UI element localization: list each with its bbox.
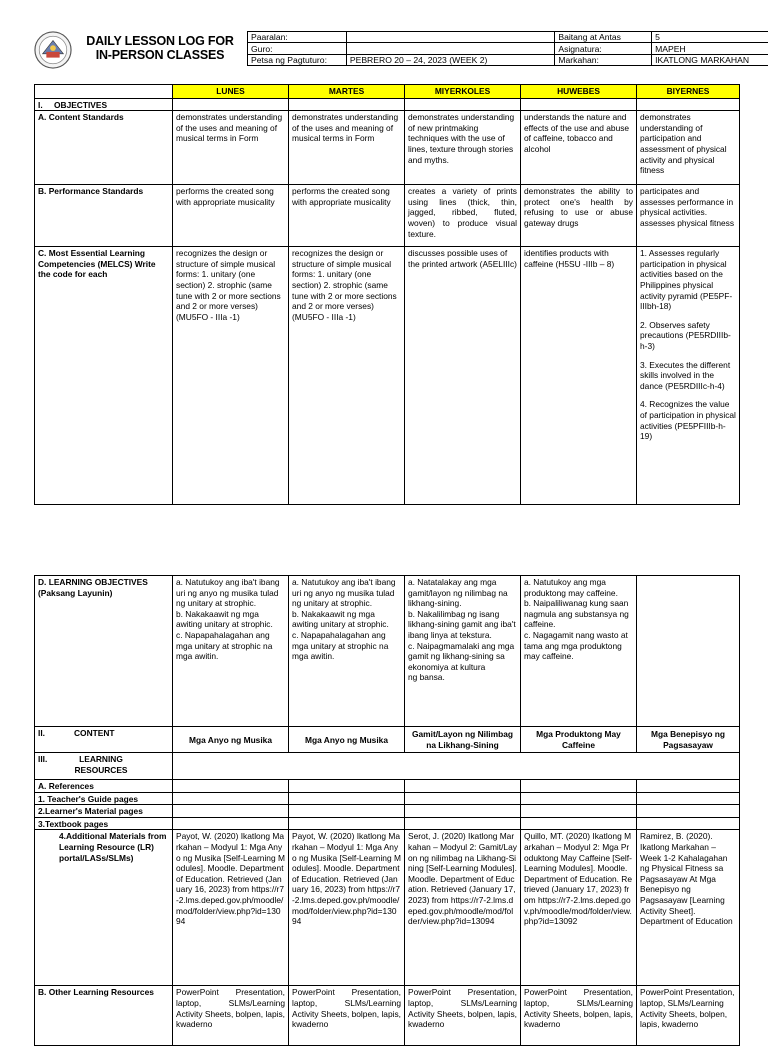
markahan-value: IKATLONG MARKAHAN xyxy=(652,54,768,65)
learning-resources-num: III. xyxy=(38,754,48,764)
content-huwebes: Mga Produktong May Caffeine xyxy=(521,727,637,753)
performance-standards-huwebes: demonstrates the ability to protect one's health by refusing to use or abuse gateway drugs xyxy=(521,185,637,247)
day-header-miyerkoles: MIYERKOLES xyxy=(405,85,521,99)
title-line-1: DAILY LESSON LOG FOR xyxy=(86,34,234,48)
content-standards-huwebes: understands the nature and effects of the use and abuse of caffeine, tobacco and alcohol xyxy=(521,111,637,185)
additional-materials-martes: Payot, W. (2020) Ikatlong Markahan – Modyul 1: Mga Anyo ng Musika [Self-Learning Modules]. Moodle. Department of Education. Retrieved (January 16, 2023) from https://r7-2.lms.deped.gov.ph/moodle/mod/folder/view.php?id=13094 xyxy=(289,830,405,986)
additional-materials-huwebes: Quillo, MT. (2020) Ikatlong Markahan – Modyul 2: Mga Produktong May Caffeine [Self-Learning Modules]. Moodle. Department of Education. Retrieved (January 17, 2023) from https://r7-2.lms.deped.gov.ph/moodle/mod/folder/view.php?id=13092 xyxy=(521,830,637,986)
other-resources-huwebes: PowerPoint Presentation, laptop, SLMs/Learning Activity Sheets, bolpen, lapis, kwaderno xyxy=(521,986,637,1046)
other-resources-lunes: PowerPoint Presentation, laptop, SLMs/Learning Activity Sheets, bolpen, lapis, kwaderno xyxy=(173,986,289,1046)
learning-resources-span xyxy=(173,753,740,780)
objectives-heading-text: OBJECTIVES xyxy=(54,99,108,110)
melcs-label: C. Most Essential Learning Competencies (MELCS) Write the code for each xyxy=(35,247,173,505)
content-standards-label: A. Content Standards xyxy=(35,111,173,185)
petsa-value: PEBRERO 20 – 24, 2023 (WEEK 2) xyxy=(346,54,554,65)
day-header-lunes: LUNES xyxy=(173,85,289,99)
document-title xyxy=(74,34,246,62)
content-label xyxy=(35,727,173,753)
baitang-value: 5 xyxy=(652,32,768,43)
learning-objectives-biyernes xyxy=(637,576,740,727)
day-header-huwebes: HUWEBES xyxy=(521,85,637,99)
melcs-biyernes-item-3: 3. Executes the different skills involved in the dance (PE5RDIIIc-h-4) xyxy=(640,359,731,391)
other-resources-miyerkoles: PowerPoint Presentation, laptop, SLMs/Learning Activity Sheets, bolpen, lapis, kwaderno xyxy=(405,986,521,1046)
learning-table xyxy=(34,575,740,1046)
guro-label: Guro: xyxy=(248,43,347,54)
performance-standards-label: B. Performance Standards xyxy=(35,185,173,247)
performance-standards-lunes: performs the created song with appropriate musicality xyxy=(173,185,289,247)
learning-objectives-lunes: a. Natutukoy ang iba't ibang uri ng anyo ng musika tulad ng unitary at strophic. b. Nakakaawit ng mga awiting unitary at strophic. c. Napapahalagahan ang mga unitary at strophic na mga awitin. xyxy=(173,576,289,727)
baitang-label: Baitang at Antas xyxy=(555,32,652,43)
learning-resources-text: LEARNING RESOURCES xyxy=(74,754,128,775)
day-header-biyernes: BIYERNES xyxy=(637,85,740,99)
title-line-2: IN-PERSON CLASSES xyxy=(95,48,225,62)
melcs-miyerkoles: discusses possible uses of the printed artwork (A5ELIIIc) xyxy=(405,247,521,505)
learning-objectives-martes: a. Natutukoy ang iba't ibang uri ng anyo ng musika tulad ng unitary at strophic. b. Nakakaawit ng mga awiting unitary at strophic. c. Napapahalagahan ang mga unitary at strophic na mga awitin. xyxy=(289,576,405,727)
learning-objectives-huwebes: a. Natutukoy ang mga produktong may caffeine. b. Naipaliliwanag kung saan nagmula ang substansya ng caffeine. c. Nagagamit nang wasto at tama ang mga produktong may caffeine. xyxy=(521,576,637,727)
learning-resources-label xyxy=(35,753,173,780)
references-label: A. References xyxy=(35,780,173,793)
content-miyerkoles: Gamit/Layon ng Nilimbag na Likhang-Sining xyxy=(405,727,521,753)
additional-materials-label: 4.Additional Materials from Learning Resource (LR) portal/LASs/SLMs) xyxy=(35,830,173,986)
paaralan-label: Paaralan: xyxy=(248,32,347,43)
markahan-label: Markahan: xyxy=(555,54,652,65)
content-standards-biyernes: demonstrates understanding of participation and assessment of physical activity and physical fitness xyxy=(637,111,740,185)
melcs-biyernes xyxy=(637,247,740,505)
performance-standards-miyerkoles: creates a variety of prints using lines (thick, thin, jagged, ribbed, fluted, woven) to produce visual texture. xyxy=(405,185,521,247)
melcs-huwebes: identifies products with caffeine (H5SU -IIIb – 8) xyxy=(521,247,637,505)
day-header-martes: MARTES xyxy=(289,85,405,99)
content-label-text: CONTENT xyxy=(74,728,115,738)
additional-materials-lunes: Payot, W. (2020) Ikatlong Markahan – Modyul 1: Mga Anyo ng Musika [Self-Learning Modules]. Moodle. Department of Education. Retrieved (January 16, 2023) from https://r7-2.lms.deped.gov.ph/moodle/mod/folder/view.php?id=13094 xyxy=(173,830,289,986)
performance-standards-biyernes: participates and assesses performance in physical activities. assesses physical fitness xyxy=(637,185,740,247)
other-resources-label: B. Other Learning Resources xyxy=(35,986,173,1046)
content-standards-miyerkoles: demonstrates understanding of new printmaking techniques with the use of lines, texture through stories and myths. xyxy=(405,111,521,185)
paaralan-value xyxy=(346,32,554,43)
asignatura-label: Asignatura: xyxy=(555,43,652,54)
melcs-biyernes-item-1: 1. Assesses regularly participation in physical activities based on the Philippines physical activity pyramid (PE5PF-IIIbh-18) xyxy=(640,248,733,312)
corner-cell xyxy=(35,85,173,99)
performance-standards-martes: performs the created song with appropriate musicality xyxy=(289,185,405,247)
additional-materials-biyernes: Ramirez, B. (2020). Ikatlong Markahan – Week 1-2 Kahalagahan ng Physical Fitness sa Pagsasayaw At Mga Benepisyo ng Pagsasayaw [Learning Activity Sheet]. Department of Education xyxy=(637,830,740,986)
learning-objectives-label: D. LEARNING OBJECTIVES (Paksang Layunin) xyxy=(35,576,173,727)
objectives-table xyxy=(34,84,740,505)
content-lunes: Mga Anyo ng Musika xyxy=(173,727,289,753)
header-info-grid xyxy=(247,31,768,66)
melcs-biyernes-item-2: 2. Observes safety precautions (PE5RDIIIb-h-3) xyxy=(640,319,731,351)
guro-value xyxy=(346,43,554,54)
melcs-lunes: recognizes the design or structure of simple musical forms: 1. unitary (one section) 2. strophic (same tune with 2 or more sections and 2 or more verses) (MU5FO - IIIa -1) xyxy=(173,247,289,505)
petsa-label: Petsa ng Pagtuturo: xyxy=(248,54,347,65)
content-biyernes: Mga Benepisyo ng Pagsasayaw xyxy=(637,727,740,753)
teachers-guide-label: 1. Teacher's Guide pages xyxy=(35,792,173,805)
objectives-heading xyxy=(35,98,173,111)
textbook-label: 3.Textbook pages xyxy=(35,817,173,830)
content-standards-martes: demonstrates understanding of the uses and meaning of musical terms in Form xyxy=(289,111,405,185)
objectives-heading-num: I. xyxy=(38,99,43,110)
document-header xyxy=(34,31,750,73)
content-num: II. xyxy=(38,728,45,738)
other-resources-martes: PowerPoint Presentation, laptop, SLMs/Learning Activity Sheets, bolpen, lapis, kwaderno xyxy=(289,986,405,1046)
deped-seal-icon xyxy=(34,31,72,69)
melcs-martes: recognizes the design or structure of simple musical forms: 1. unitary (one section) 2. strophic (same tune with 2 or more sections and 2 or more verses) (MU5FO - IIIa -1) xyxy=(289,247,405,505)
additional-materials-miyerkoles: Serot, J. (2020) Ikatlong Markahan – Modyul 2: Gamit/Layon ng nilimbag na Likhang-Sining [Self-Learning Modules]. Moodle. Department of Education. Retrieved (January 17, 2023) from https://r7-2.lms.deped.gov.ph/moodle/mod/folder/view.php?id=13094 xyxy=(405,830,521,986)
other-resources-biyernes: PowerPoint Presentation, laptop, SLMs/Learning Activity Sheets, bolpen, lapis, kwaderno xyxy=(637,986,740,1046)
content-martes: Mga Anyo ng Musika xyxy=(289,727,405,753)
content-standards-lunes: demonstrates understanding of the uses and meaning of musical terms in Form xyxy=(173,111,289,185)
melcs-biyernes-item-4: 4. Recognizes the value of participation in physical activities (PE5PFIIIb-h-19) xyxy=(640,399,736,442)
learning-objectives-miyerkoles: a. Natatalakay ang mga gamit/layon ng nilimbag na likhang-sining. b. Nakalilimbag ng isang likhang-sining gamit ang iba't ibang linya at tekstura. c. Naipagmamalaki ang mga gamit ng likhang-sining sa ekonomiya at kultura ng bansa. xyxy=(405,576,521,727)
learners-material-label: 2.Learner's Material pages xyxy=(35,805,173,818)
asignatura-value: MAPEH xyxy=(652,43,768,54)
